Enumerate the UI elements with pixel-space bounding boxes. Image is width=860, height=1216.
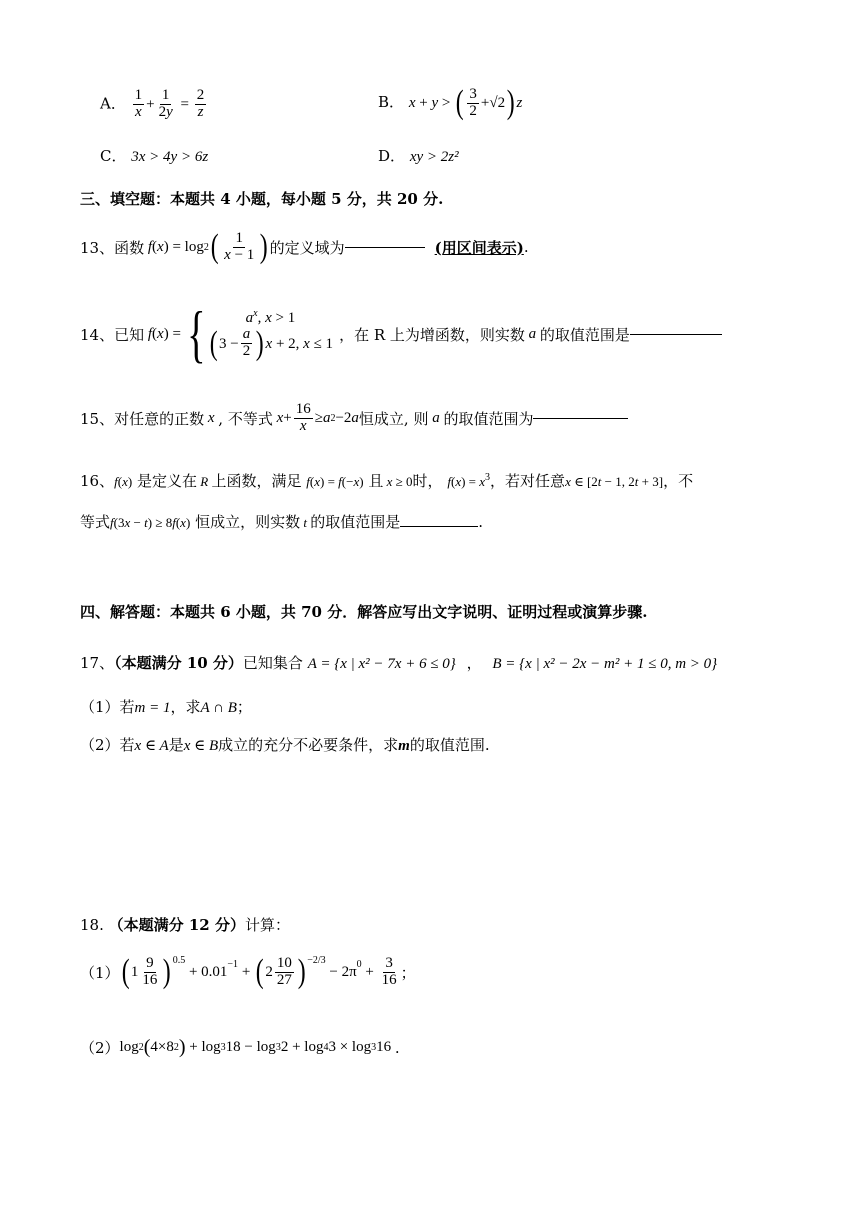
question-16-line-1: 16、f(x) 是定义在 R 上函数，满足 f(x) = f(−x) 且 x ≥ 0时， $f(x) = x^3$，若对任意x ∈ [2t − 1, 2t + 3]，不 <box>80 472 694 490</box>
q18-p1-end: ； <box>400 963 416 982</box>
option-d <box>378 145 459 166</box>
q16-end: . <box>478 513 484 531</box>
question-15: 15、 对任意的正数 x , 不等式 x + $\frac{16}{x}$ ≥ a 2 −2 a 恒成立, 则 a 的取值范围为 <box>80 402 628 435</box>
q15-mid: , 不等式 <box>218 409 273 428</box>
question-17 <box>80 652 717 673</box>
frac-1-x: $\frac{1}{x}$ <box>134 87 143 120</box>
q17-p2-text: 成立的充分不必要条件，求 <box>218 736 399 754</box>
q17-p1-cond: m = 1 <box>134 700 171 716</box>
q18-p1-label: （1） <box>80 963 120 982</box>
q17-text: 已知集合 <box>242 654 303 672</box>
question-number: 14、 <box>80 325 115 344</box>
question-number: 16、 <box>80 472 115 490</box>
q16-l1d: 时， <box>412 472 443 490</box>
answer-blank[interactable] <box>400 526 478 527</box>
q18-text: 计算： <box>244 916 290 934</box>
q17-score: （本题满分 10 分） <box>114 654 243 672</box>
q17-p2-label: （2）若 <box>80 736 135 754</box>
section-heading-solutions: 四、解答题：本题共 6 小题，共 70 分．解答应写出文字说明、证明过程或演算步骤. <box>80 603 648 621</box>
question-number: 13、 <box>80 238 115 257</box>
q16-l1c: 且 <box>368 472 384 490</box>
q17-p1-text: ，求 <box>170 698 201 716</box>
answer-blank[interactable] <box>345 247 425 248</box>
frac-2-z: $\frac{2}{z}$ <box>196 87 205 120</box>
question-number: 17、 <box>80 654 115 672</box>
q15-prefix: 对任意的正数 <box>114 409 205 428</box>
q17-p1-end: ； <box>236 698 252 716</box>
q17-p2-m: m <box>398 738 410 754</box>
q16-l2a: 等式 <box>80 513 111 531</box>
q15-mid2: 恒成立, 则 <box>358 409 429 428</box>
q16-l1a: 是定义在 <box>136 472 197 490</box>
q18-score: （本题满分 12 分） <box>108 916 245 934</box>
q16-l1b: 上函数，满足 <box>211 472 302 490</box>
option-b-label: B． <box>378 93 405 111</box>
q14-tail: 的取值范围是 <box>539 325 630 344</box>
frac-1-2y: $\frac{1}{2y}$ <box>158 87 173 120</box>
q13-end: . <box>523 238 529 256</box>
question-17-part-1 <box>80 696 252 717</box>
q17-p2-mid: 是 <box>168 736 184 754</box>
q14-text: ，在 R 上为增函数，则实数 <box>339 325 525 344</box>
question-16-line-2: 等式f(3x − t) ≥ 8f(x) 恒成立，则实数 t 的取值范围是 . <box>80 513 484 531</box>
question-number: 15、 <box>80 409 115 428</box>
answer-blank[interactable] <box>533 418 628 419</box>
question-18-part-2: （2） log 2 ( 4×8 2 ) + log 3 18 − log 3 2 + log 4 3 × log 3 16 . <box>80 1036 400 1058</box>
option-c <box>100 145 208 166</box>
set-b: B = {x | x² − 2x − m² + 1 ≤ 0, m > 0} <box>492 656 718 672</box>
question-18 <box>80 914 290 935</box>
question-number: 18. <box>80 916 104 934</box>
answer-blank[interactable] <box>630 334 722 335</box>
question-14: 14、 已知 f ( x ) = { $a^x$, x > 1 ( 3 − $\frac{a}{2}$ ) x + 2, x ≤ 1 ，在 R 上为增函数，则实数 a 的取值范围是 <box>80 302 722 366</box>
q17-p2-end: 的取值范围. <box>409 736 490 754</box>
q16-l2b: 恒成立，则实数 <box>195 513 301 531</box>
option-a-label: A． <box>100 94 126 113</box>
q17-p2-b: x ∈ B <box>183 738 219 754</box>
option-c-expr: 3x > 4y > 6z <box>131 149 209 165</box>
q16-l1f: ，不 <box>663 472 694 490</box>
q18-p2-label: （2） <box>80 1039 120 1057</box>
option-c-label: C． <box>100 147 127 165</box>
q18-p2-end: . <box>394 1038 400 1057</box>
option-a: A． $\frac{1}{x}$ + $\frac{1}{2y}$ = $\frac{2}{z}$ <box>100 87 205 120</box>
q13-hint: (用区间表示) <box>434 238 524 257</box>
option-d-label: D． <box>378 147 406 165</box>
q17-p2-a: x ∈ A <box>134 738 169 754</box>
question-18-part-1: （1） ( 1 $\frac{9}{16}$ ) $^{0.5}$ + 0.01 $^{-1}$ + ( 2 $\frac{10}{27}$ ) $^{-2/3}$ − 2π $^0$ + $\frac{3}{16}$ ； <box>80 953 416 990</box>
q16-l1e: ，若对任意 <box>490 472 566 490</box>
question-13: 13、 函数 f ( x ) = log 2 ( $\frac{1}{x - 1}$ ) 的定义域为 (用区间表示) . <box>80 228 529 265</box>
question-17-part-2 <box>80 734 490 755</box>
q14-prefix: 已知 <box>114 325 145 344</box>
q17-sep: ， <box>466 654 482 672</box>
q17-p1-label: （1）若 <box>80 698 135 716</box>
q17-p1-expr: A ∩ B <box>200 700 237 716</box>
option-b: B． x + y > ( $\frac{3}{2}$ +√2) z <box>378 84 523 121</box>
q16-l2c: 的取值范围是 <box>310 513 401 531</box>
q13-prefix: 函数 <box>114 238 145 257</box>
set-a: A = {x | x² − 7x + 6 ≤ 0} <box>307 656 456 672</box>
section-heading-fill-in: 三、填空题：本题共 4 小题，每小题 5 分，共 20 分. <box>80 190 444 208</box>
q13-mid: 的定义域为 <box>269 238 345 257</box>
piecewise-brace: { <box>187 298 206 369</box>
option-d-expr: xy > 2z² <box>409 149 459 165</box>
q15-tail: 的取值范围为 <box>443 409 534 428</box>
